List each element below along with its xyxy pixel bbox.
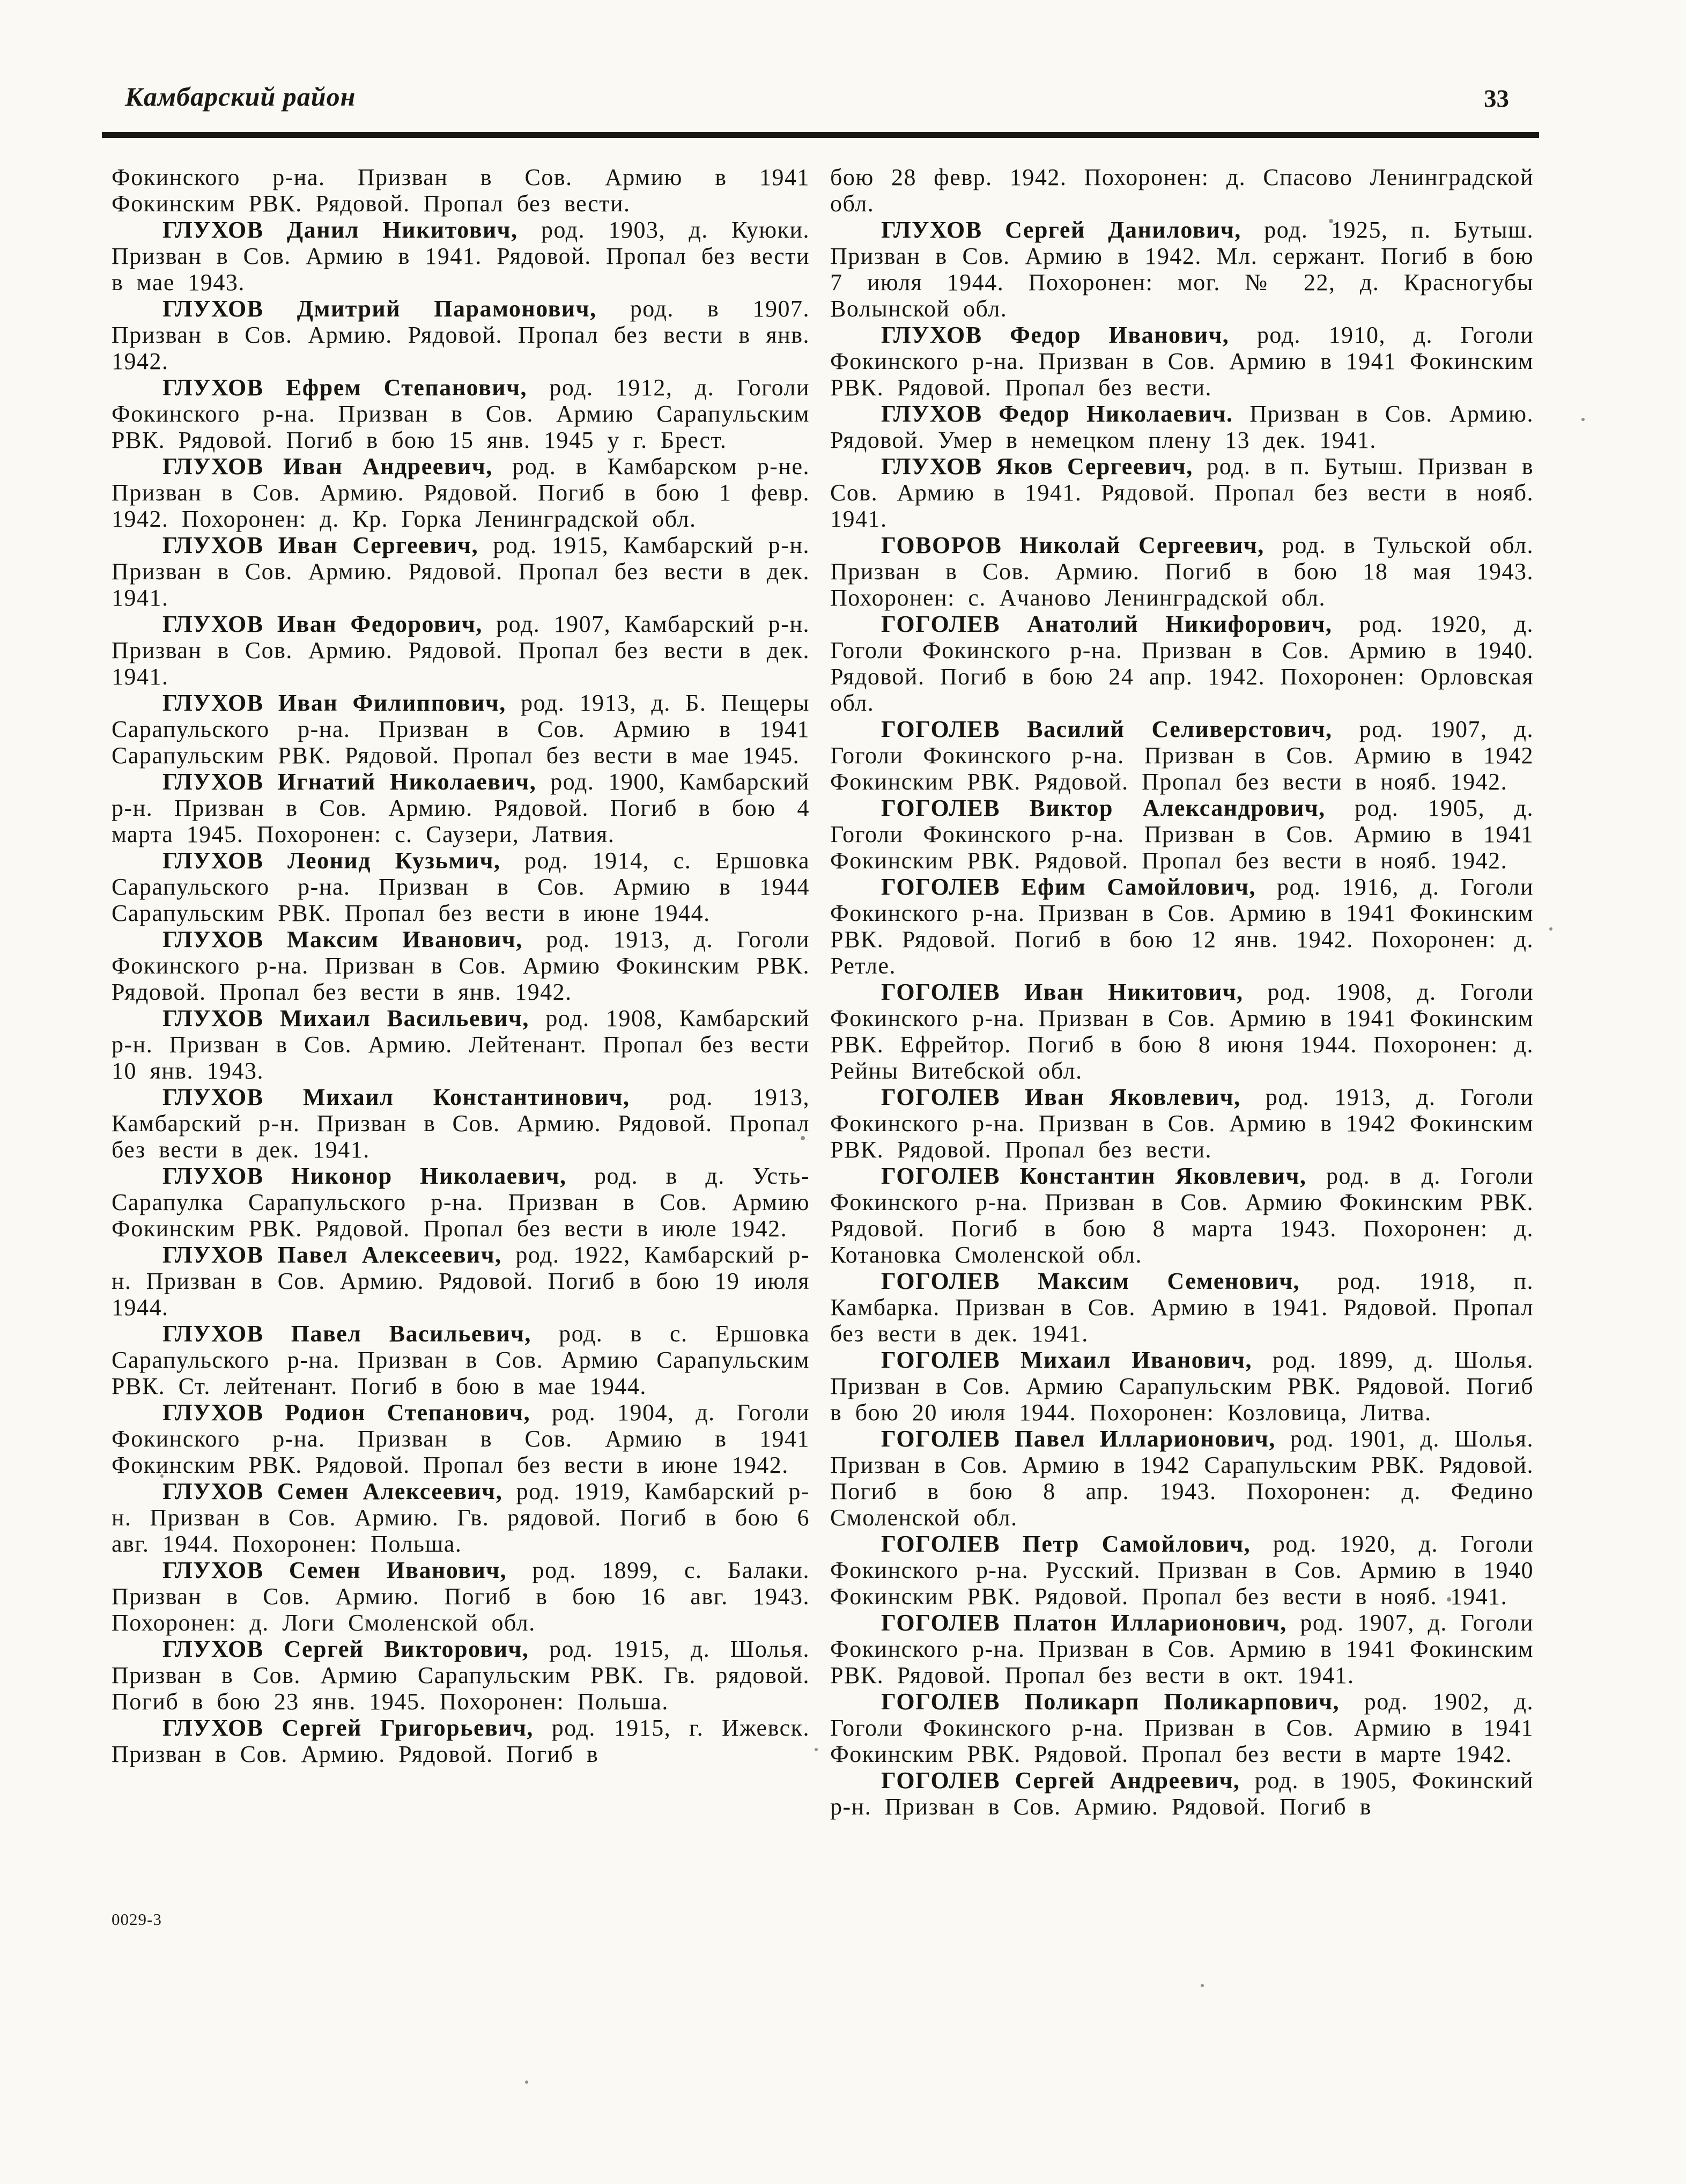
entry-name: ГЛУХОВ Максим Иванович, (162, 926, 523, 953)
entry-text: род. 1920, д. Гоголи Фокинского р-на. Русский. Призван в Сов. Армию в 1940 Фокинским РВК. Рядовой. Пропал без вести в нояб. 1941. (830, 1531, 1534, 1610)
printers-mark: 0029-3 (112, 1910, 162, 1929)
entry-text: род. 1915, д. Шолья. Призван в Сов. Армию Сарапульским РВК. Гв. рядовой. Погиб в бою 23 янв. 1945. Похоронен: Польша. (112, 1636, 810, 1715)
memorial-entry (830, 1610, 1534, 1688)
left-text-column (112, 164, 810, 1767)
entry-text: род. 1913, Камбарский р-н. Призван в Сов. Армию. Рядовой. Пропал без вести в дек. 1941. (112, 1084, 810, 1163)
memorial-entry (112, 1320, 810, 1399)
entry-name: ГЛУХОВ Игнатий Николаевич, (162, 769, 537, 795)
entry-name: ГОГОЛЕВ Петр Самойлович, (881, 1531, 1251, 1557)
entry-text: род. 1905, д. Гоголи Фокинского р-на. Призван в Сов. Армию в 1941 Фокинским РВК. Рядовой. Пропал без вести в нояб. 1942. (830, 795, 1534, 874)
entry-text: род. 1901, д. Шолья. Призван в Сов. Армию в 1942 Сарапульским РВК. Рядовой. Погиб в бою 8 апр. 1943. Похоронен: д. Федино Смоленской обл. (830, 1426, 1534, 1531)
memorial-entry (112, 532, 810, 611)
memorial-entry (112, 611, 810, 690)
entry-name: ГЛУХОВ Сергей Викторович, (162, 1636, 529, 1662)
entry-text: род. 1900, Камбарский р-н. Призван в Сов. Армию. Рядовой. Погиб в бою 4 марта 1945. Похоронен: с. Саузери, Латвия. (112, 769, 810, 847)
memorial-entry (112, 1478, 810, 1557)
entry-name: ГОГОЛЕВ Сергей Андреевич, (881, 1767, 1240, 1794)
entry-name: ГЛУХОВ Федор Иванович, (881, 322, 1230, 348)
memorial-entry (830, 1426, 1534, 1531)
entry-text: Призван в Сов. Армию. Рядовой. Умер в немецком плену 13 дек. 1941. (830, 401, 1534, 453)
memorial-entry (830, 874, 1534, 979)
entry-name: ГЛУХОВ Яков Сергеевич, (881, 453, 1193, 479)
memorial-entry (112, 1715, 810, 1767)
entry-text: род. в Тульской обл. Призван в Сов. Армию. Погиб в бою 18 мая 1943. Похоронен: с. Ачаново Ленинградской обл. (830, 532, 1534, 611)
entry-name: ГЛУХОВ Иван Федорович, (162, 611, 483, 637)
memorial-entry (830, 979, 1534, 1084)
entry-text: род. в п. Бутыш. Призван в Сов. Армию в 1941. Рядовой. Пропал без вести в нояб. 1941. (830, 453, 1534, 532)
entry-name: ГЛУХОВ Леонид Кузьмич, (162, 847, 501, 874)
entry-name: ГЛУХОВ Родион Степанович, (162, 1399, 531, 1426)
entry-name: ГОГОЛЕВ Анатолий Никифорович, (881, 611, 1333, 637)
memorial-entry (830, 217, 1534, 322)
entry-name: ГОВОРОВ Николай Сергеевич, (881, 532, 1264, 558)
memorial-entry (830, 611, 1534, 716)
memorial-entry (830, 401, 1534, 453)
entry-name: ГОГОЛЕВ Павел Илларионович, (881, 1426, 1276, 1452)
memorial-entry (112, 769, 810, 847)
entry-name: ГЛУХОВ Сергей Данилович, (881, 217, 1241, 243)
entry-name: ГОГОЛЕВ Константин Яковлевич, (881, 1163, 1307, 1189)
entry-text: род. в с. Ершовка Сарапульского р-на. Призван в Сов. Армию Сарапульским РВК. Ст. лейтенант. Погиб в бою в мае 1944. (112, 1320, 810, 1399)
entry-name: ГОГОЛЕВ Виктор Александрович, (881, 795, 1326, 821)
entry-text: род. 1919, Камбарский р-н. Призван в Сов. Армию. Гв. рядовой. Погиб в бою 6 авг. 1944. Похоронен: Польша. (112, 1478, 810, 1557)
memorial-entry (112, 1399, 810, 1478)
memorial-entry (830, 1688, 1534, 1767)
entry-name: ГЛУХОВ Михаил Константинович, (162, 1084, 630, 1110)
memorial-entry (830, 1084, 1534, 1163)
entry-text: род. 1914, с. Ершовка Сарапульского р-на. Призван в Сов. Армию в 1944 Сарапульским РВК. Пропал без вести в июне 1944. (112, 847, 810, 926)
right-text-column (830, 164, 1534, 1820)
memorial-entry (112, 1005, 810, 1084)
entry-text: Фокинского р-на. Призван в Сов. Армию в 1941 Фокинским РВК. Рядовой. Пропал без вести. (112, 164, 810, 217)
entry-name: ГЛУХОВ Иван Сергеевич, (162, 532, 479, 558)
entry-text: род. 1916, д. Гоголи Фокинского р-на. Призван в Сов. Армию в 1941 Фокинским РВК. Рядовой. Погиб в бою 12 янв. 1942. Похоронен: д. Ретле. (830, 874, 1534, 979)
entry-text: род. 1918, п. Камбарка. Призван в Сов. Армию в 1941. Рядовой. Пропал без вести в дек. 1941. (830, 1268, 1534, 1347)
entry-name: ГОГОЛЕВ Михаил Иванович, (881, 1347, 1253, 1373)
entry-text: род. 1907, Камбарский р-н. Призван в Сов. Армию. Рядовой. Пропал без вести в дек. 1941. (112, 611, 810, 690)
memorial-entry (830, 322, 1534, 401)
memorial-entry (112, 1636, 810, 1715)
entry-continuation (112, 164, 810, 217)
memorial-entry (830, 1767, 1534, 1820)
memorial-entry (830, 795, 1534, 874)
entry-text: род. 1908, д. Гоголи Фокинского р-на. Призван в Сов. Армию в 1941 Фокинским РВК. Ефрейтор. Погиб в бою 8 июня 1944. Похоронен: д. Рейны Витебской обл. (830, 979, 1534, 1084)
entry-name: ГЛУХОВ Иван Андреевич, (162, 453, 493, 479)
entry-text: род. в д. Гоголи Фокинского р-на. Призван в Сов. Армию Фокинским РВК. Рядовой. Погиб в бою 8 марта 1943. Похоронен: д. Котановка Смоленской обл. (830, 1163, 1534, 1268)
memorial-entry (830, 1268, 1534, 1347)
memorial-entry (112, 296, 810, 374)
entry-text: род. 1922, Камбарский р-н. Призван в Сов. Армию. Рядовой. Погиб в бою 19 июля 1944. (112, 1242, 810, 1320)
entry-continuation (830, 164, 1534, 217)
header-rule (102, 132, 1539, 138)
entry-text: род. 1925, п. Бутыш. Призван в Сов. Армию в 1942. Мл. сержант. Погиб в бою 7 июля 1944. Похоронен: мог. № 22, д. Красногубы Волынской обл. (830, 217, 1534, 322)
entry-text: род. 1915, Камбарский р-н. Призван в Сов. Армию. Рядовой. Пропал без вести в дек. 1941. (112, 532, 810, 611)
memorial-entry (830, 453, 1534, 532)
entry-name: ГЛУХОВ Дмитрий Парамонович, (162, 296, 597, 322)
entry-name: ГЛУХОВ Иван Филиппович, (162, 690, 506, 716)
entry-text: род. 1904, д. Гоголи Фокинского р-на. Призван в Сов. Армию в 1941 Фокинским РВК. Рядовой. Пропал без вести в июне 1942. (112, 1399, 810, 1478)
memorial-entry (112, 217, 810, 296)
entry-name: ГЛУХОВ Данил Никитович, (162, 217, 518, 243)
entry-name: ГОГОЛЕВ Платон Илларионович, (881, 1610, 1287, 1636)
entry-name: ГЛУХОВ Ефрем Степанович, (162, 374, 527, 401)
entry-name: ГОГОЛЕВ Поликарп Поликарпович, (881, 1688, 1340, 1715)
entry-text: род. в Камбарском р-не. Призван в Сов. Армию. Рядовой. Погиб в бою 1 февр. 1942. Похоронен: д. Кр. Горка Ленинградской обл. (112, 453, 810, 532)
entry-name: ГОГОЛЕВ Ефим Самойлович, (881, 874, 1256, 900)
entry-name: ГЛУХОВ Семен Иванович, (162, 1557, 507, 1583)
memorial-entry (112, 1163, 810, 1242)
entry-text: род. 1907, д. Гоголи Фокинского р-на. Призван в Сов. Армию в 1942 Фокинским РВК. Рядовой. Пропал без вести в нояб. 1942. (830, 716, 1534, 795)
memorial-entry (830, 716, 1534, 795)
memorial-entry (112, 453, 810, 532)
memorial-entry (112, 926, 810, 1005)
memorial-entry (112, 847, 810, 926)
entry-text: род. 1902, д. Гоголи Фокинского р-на. Призван в Сов. Армию в 1941 Фокинским РВК. Рядовой. Пропал без вести в марте 1942. (830, 1688, 1534, 1767)
entry-text: род. в д. Усть-Сарапулка Сарапульского р-на. Призван в Сов. Армию Фокинским РВК. Рядовой. Пропал без вести в июле 1942. (112, 1163, 810, 1242)
entry-name: ГЛУХОВ Никонор Николаевич, (162, 1163, 567, 1189)
memorial-entry (112, 1557, 810, 1636)
entry-text: род. в 1907. Призван в Сов. Армию. Рядовой. Пропал без вести в янв. 1942. (112, 296, 810, 374)
memorial-entry (112, 374, 810, 453)
entry-text: род. 1903, д. Куюки. Призван в Сов. Армию в 1941. Рядовой. Пропал без вести в мае 1943. (112, 217, 810, 296)
memorial-entry (830, 532, 1534, 611)
entry-text: род. 1913, д. Б. Пещеры Сарапульского р-на. Призван в Сов. Армию в 1941 Сарапульским РВК. Рядовой. Пропал без вести в мае 1945. (112, 690, 810, 769)
entry-name: ГЛУХОВ Федор Николаевич. (881, 401, 1233, 427)
running-head-title: Камбарский район (125, 82, 356, 112)
entry-text: род. 1910, д. Гоголи Фокинского р-на. Призван в Сов. Армию в 1941 Фокинским РВК. Рядовой. Пропал без вести. (830, 322, 1534, 401)
entry-name: ГЛУХОВ Семен Алексеевич, (162, 1478, 503, 1504)
entry-text: род. 1920, д. Гоголи Фокинского р-на. Призван в Сов. Армию в 1940. Рядовой. Погиб в бою 24 апр. 1942. Похоронен: Орловская обл. (830, 611, 1534, 716)
entry-text: род. 1899, с. Балаки. Призван в Сов. Армию. Погиб в бою 16 авг. 1943. Похоронен: д. Логи Смоленской обл. (112, 1557, 810, 1636)
entry-text: род. 1915, г. Ижевск. Призван в Сов. Армию. Рядовой. Погиб в (112, 1715, 810, 1767)
memorial-entry (112, 1242, 810, 1320)
entry-text: род. 1907, д. Гоголи Фокинского р-на. Призван в Сов. Армию в 1941 Фокинским РВК. Рядовой. Пропал без вести в окт. 1941. (830, 1610, 1534, 1688)
entry-name: ГОГОЛЕВ Максим Семенович, (881, 1268, 1300, 1294)
entry-text: род. 1908, Камбарский р-н. Призван в Сов. Армию. Лейтенант. Пропал без вести 10 янв. 1943. (112, 1005, 810, 1084)
entry-name: ГЛУХОВ Сергей Григорьевич, (162, 1715, 534, 1741)
entry-text: род. 1913, д. Гоголи Фокинского р-на. Призван в Сов. Армию в 1942 Фокинским РВК. Рядовой. Пропал без вести. (830, 1084, 1534, 1163)
memorial-entry (112, 690, 810, 769)
memorial-entry (830, 1163, 1534, 1268)
memorial-entry (830, 1347, 1534, 1426)
entry-name: ГЛУХОВ Павел Алексеевич, (162, 1242, 502, 1268)
entry-name: ГЛУХОВ Михаил Васильевич, (162, 1005, 529, 1031)
entry-name: ГОГОЛЕВ Иван Никитович, (881, 979, 1244, 1005)
entry-name: ГЛУХОВ Павел Васильевич, (162, 1320, 531, 1347)
entry-name: ГОГОЛЕВ Иван Яковлевич, (881, 1084, 1241, 1110)
entry-name: ГОГОЛЕВ Василий Селиверстович, (881, 716, 1333, 742)
memorial-entry (112, 1084, 810, 1163)
scan-noise (0, 0, 2, 2)
entry-text: род. 1912, д. Гоголи Фокинского р-на. Призван в Сов. Армию Сарапульским РВК. Рядовой. Погиб в бою 15 янв. 1945 у г. Брест. (112, 374, 810, 453)
page-number: 33 (1484, 85, 1509, 113)
entry-text: бою 28 февр. 1942. Похоронен: д. Спасово Ленинградской обл. (830, 164, 1534, 217)
entry-text: род. 1913, д. Гоголи Фокинского р-на. Призван в Сов. Армию Фокинским РВК. Рядовой. Пропал без вести в янв. 1942. (112, 926, 810, 1005)
entry-text: род. в 1905, Фокинский р-н. Призван в Сов. Армию. Рядовой. Погиб в (830, 1767, 1534, 1820)
entry-text: род. 1899, д. Шолья. Призван в Сов. Армию Сарапульским РВК. Рядовой. Погиб в бою 20 июля 1944. Похоронен: Козловица, Литва. (830, 1347, 1534, 1426)
memorial-entry (830, 1531, 1534, 1610)
